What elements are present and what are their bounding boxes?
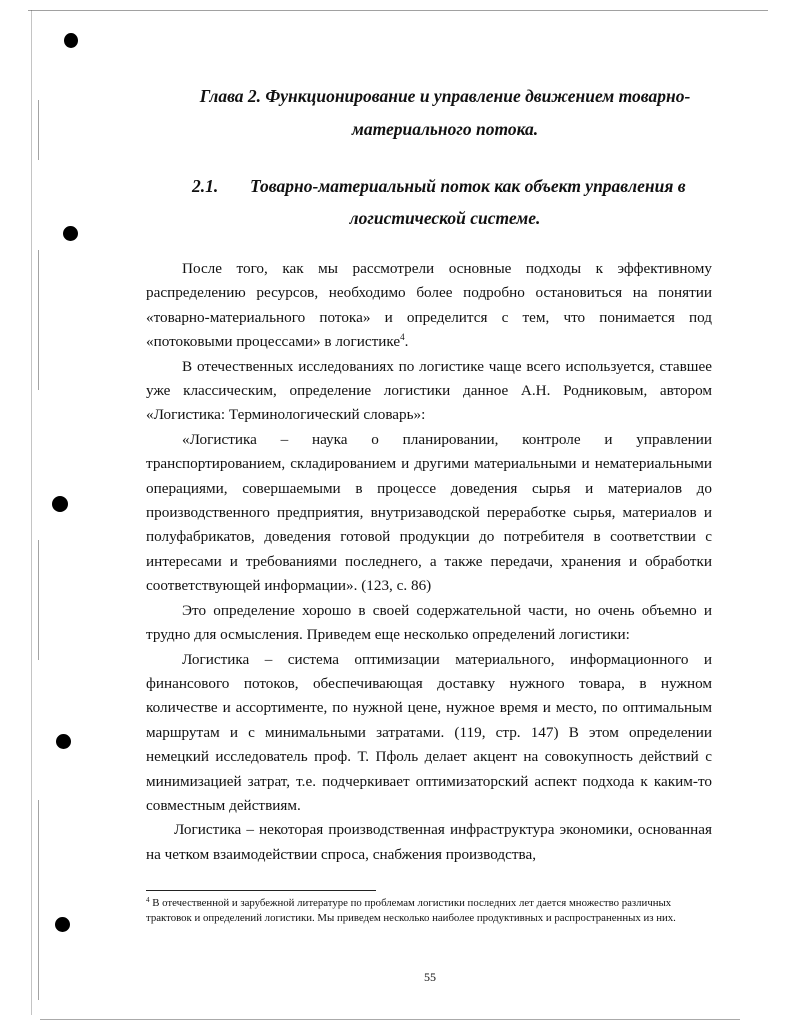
footnote-text: В отечественной и зарубежной литературе по проблемам логистики последних лет дается множество различных трактовок и определений логистики. Мы приведем несколько наиболее продуктивных и распространенных из них. <box>146 897 676 924</box>
footnote-rule <box>146 890 376 891</box>
chapter-title-line1: Глава 2. Функционирование и управление движением товарно- <box>199 86 691 106</box>
paragraph: После того, как мы рассмотрели основные подходы к эффективному распределению ресурсов, необходимо более подробно остановиться на понятии «товарно-материального потока» и определится с тем, что понимается под «потоковыми процессами» в логистике$^4$. <box>146 260 712 351</box>
chapter-title <box>150 80 740 146</box>
paragraph: Это определение хорошо в своей содержательной части, но очень объемно и трудно для осмысления. Приведем еще несколько определений логистики: <box>146 601 712 644</box>
section-number: 2.1. <box>192 176 219 196</box>
paragraph: Логистика – некоторая производственная инфраструктура экономики, основанная на четком взаимодействии спроса, снабжения производства, <box>146 821 712 863</box>
section-title-line1: Товарно-материальный поток как объект управления в <box>250 176 686 196</box>
scan-edge-top <box>28 10 768 11</box>
scan-tick <box>38 100 39 160</box>
footnote-mark: 4 <box>146 896 150 904</box>
page-number: 55 <box>424 970 436 984</box>
chapter-title-line2: материального потока. <box>351 119 539 139</box>
footnote-reference: 4 <box>400 332 405 343</box>
quote-paragraph: «Логистика – наука о планировании, контроле и управлении транспортированием, складированием и другими материальными и нематериальными операциями, совершаемыми в процессе доведения сырья и материалов до производственного предприятия, внутризаводской переработке сырья, материалов и полуфабрикатов, доведения готовой продукции до потребителя в соответствии с интересами и требованиями последнего, а также передачи, хранения и обработки соответствующей информации». (123, с. 86) <box>146 430 712 595</box>
scan-edge-bottom <box>40 1019 740 1020</box>
paragraph: В отечественных исследованиях по логистике чаще всего используется, ставшее уже классическим, определение логистики данное А.Н. Родниковым, автором «Логистика: Терминологический словарь»: <box>146 357 712 424</box>
body-text <box>146 257 712 867</box>
paragraph: Логистика – система оптимизации материального, информационного и финансового потоков, обеспечивающая доставку нужного товара, в нужном количестве и ассортименте, по нужной цене, нужное время и место, по оптимальным маршрутам и с минимальными затратами. (119, стр. 147) В этом определении немецкий исследователь проф. Т. Пфоль делает акцент на совокупность действий с минимизацией затрат, т.е. подчеркивает оптимизаторский аспект подхода к каким-то совместным действиям. <box>146 650 712 814</box>
binder-hole-dot <box>56 734 71 749</box>
scan-tick <box>38 540 39 660</box>
section-title-line2: логистической системе. <box>349 208 541 228</box>
footnote <box>146 896 712 926</box>
binder-hole-dot <box>55 917 70 932</box>
binder-hole-dot <box>63 226 78 241</box>
scan-edge-left <box>31 10 33 1015</box>
scan-tick <box>38 250 39 390</box>
paragraph-text: После того, как мы рассмотрели основные подходы к эффективному распределению ресурсов, необходимо более подробно остановиться на понятии «товарно-материального потока» и определится с тем, что понимается под «потоковыми процессами» в логистике <box>146 260 712 351</box>
binder-hole-dot <box>64 33 78 48</box>
binder-hole-dot <box>52 496 68 512</box>
section-title <box>150 170 740 234</box>
scan-tick <box>38 800 39 1000</box>
